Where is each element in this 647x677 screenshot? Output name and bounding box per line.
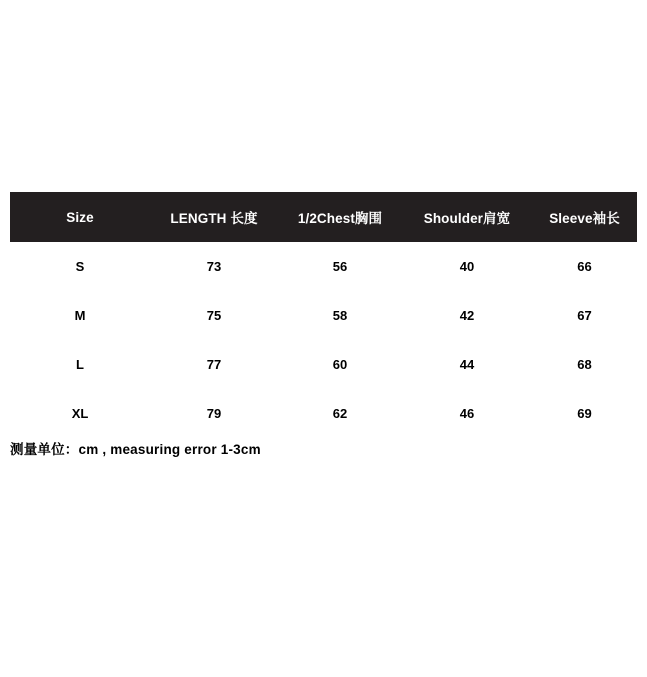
cell-size: M xyxy=(10,291,150,340)
cell-sleeve: 67 xyxy=(532,291,637,340)
cell-chest: 56 xyxy=(278,242,402,291)
cell-shoulder: 40 xyxy=(402,242,532,291)
cell-shoulder: 42 xyxy=(402,291,532,340)
table-row xyxy=(10,242,637,291)
table-row xyxy=(10,389,637,438)
measurement-note: 测量单位：cm , measuring error 1-3cm xyxy=(10,442,261,457)
cell-length: 77 xyxy=(150,340,278,389)
table-header-row xyxy=(10,192,637,242)
cell-chest: 60 xyxy=(278,340,402,389)
cell-shoulder: 46 xyxy=(402,389,532,438)
cell-size: L xyxy=(10,340,150,389)
cell-sleeve: 66 xyxy=(532,242,637,291)
cell-chest: 58 xyxy=(278,291,402,340)
size-chart-table xyxy=(10,192,637,438)
cell-size: S xyxy=(10,242,150,291)
table-header xyxy=(10,192,637,242)
cell-chest: 62 xyxy=(278,389,402,438)
cell-length: 79 xyxy=(150,389,278,438)
column-header-shoulder: Shoulder肩宽 xyxy=(423,211,511,226)
column-header-size: Size xyxy=(66,209,94,225)
table-body xyxy=(10,242,637,438)
table-row xyxy=(10,340,637,389)
cell-sleeve: 69 xyxy=(532,389,637,438)
column-header-length: LENGTH 长度 xyxy=(170,211,258,226)
cell-length: 73 xyxy=(150,242,278,291)
cell-size: XL xyxy=(10,389,150,438)
table-row xyxy=(10,291,637,340)
cell-length: 75 xyxy=(150,291,278,340)
cell-shoulder: 44 xyxy=(402,340,532,389)
cell-sleeve: 68 xyxy=(532,340,637,389)
column-header-chest: 1/2Chest胸围 xyxy=(297,211,383,226)
column-header-sleeve: Sleeve袖长 xyxy=(549,211,620,226)
